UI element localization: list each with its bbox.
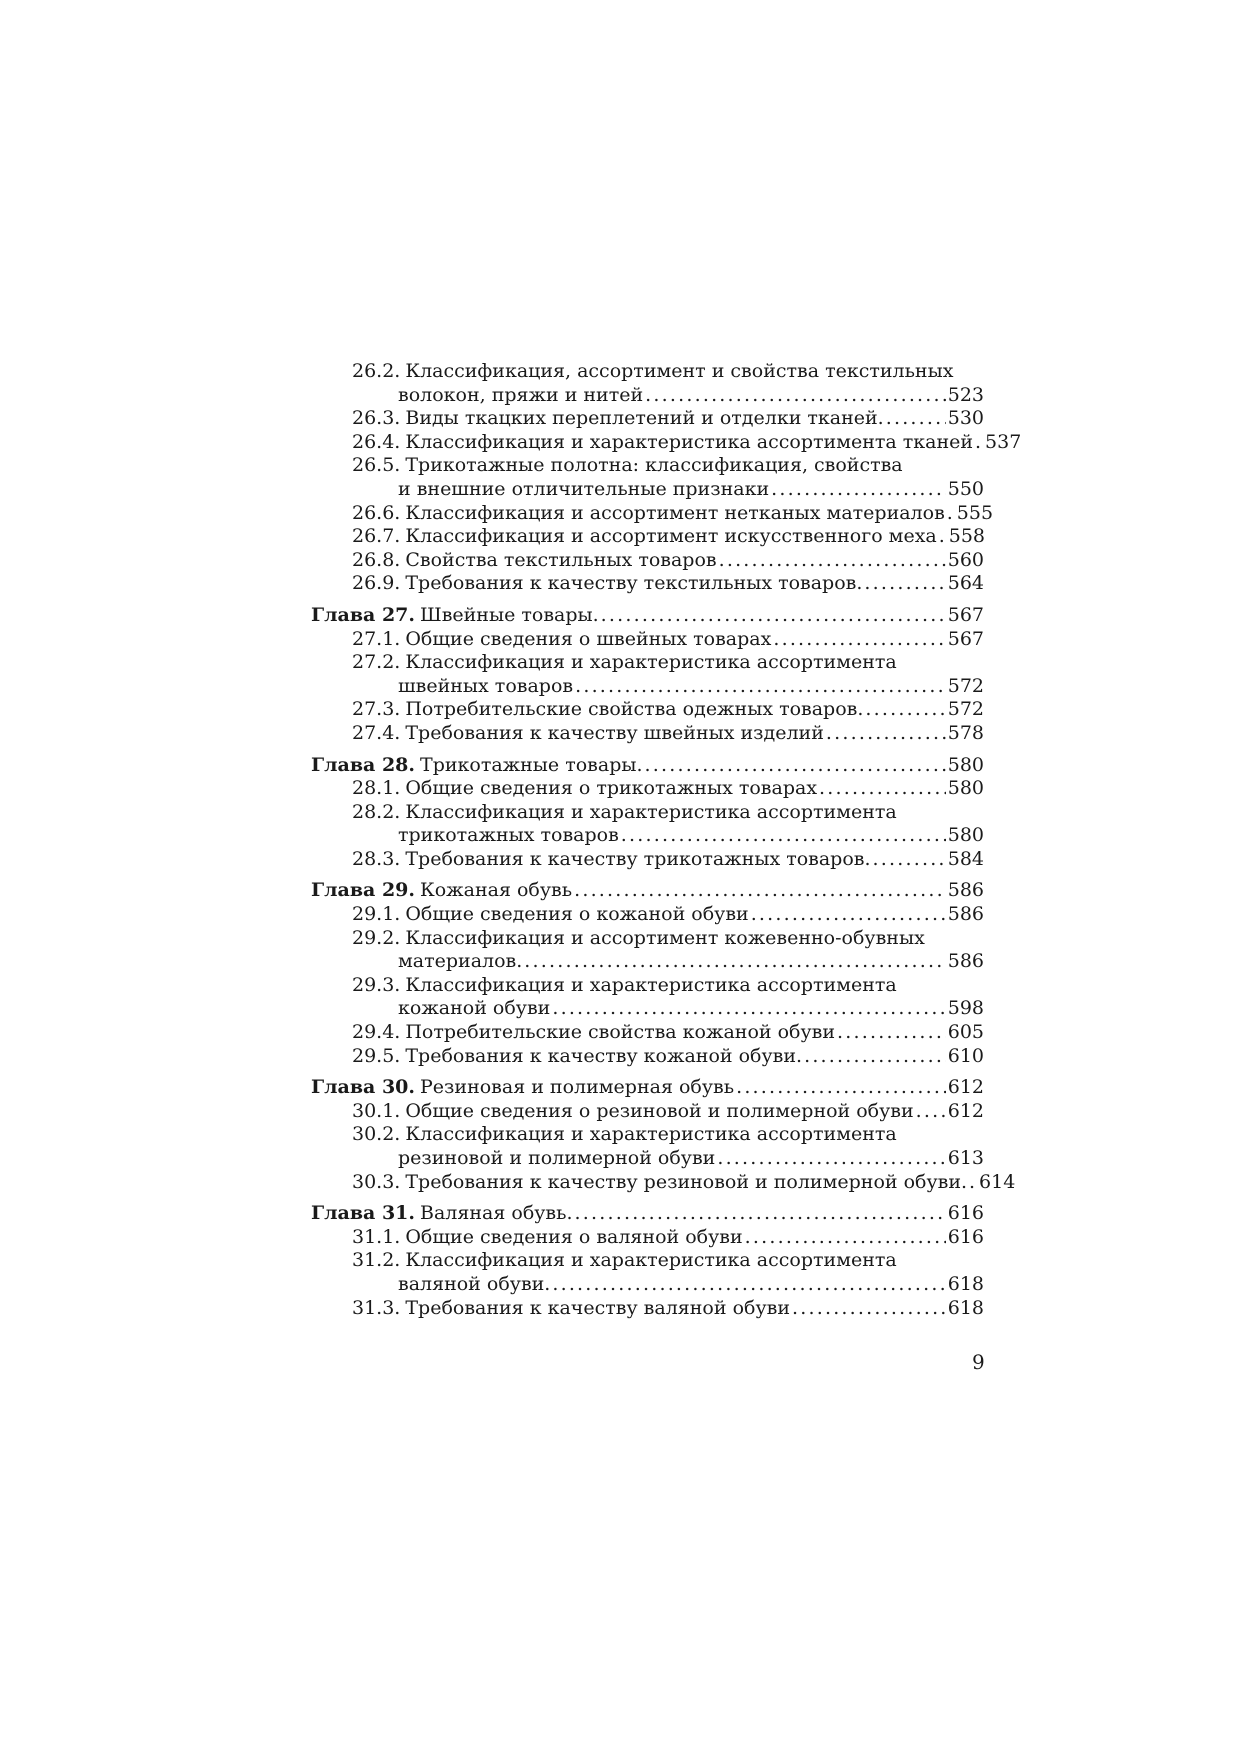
toc-section-title: Свойства текстильных товаров bbox=[405, 548, 717, 571]
toc-page-number: 586 bbox=[947, 879, 984, 902]
toc-page-number: 605 bbox=[947, 1021, 984, 1044]
toc-section-entry[interactable] bbox=[311, 801, 984, 848]
toc-section-number: 28.1. bbox=[352, 777, 401, 800]
toc-section-number: 29.3. bbox=[352, 973, 401, 996]
toc-chapter-title: Трикотажные товары. bbox=[420, 753, 643, 776]
toc-dot-leader bbox=[552, 997, 945, 1021]
toc-section-title: Классификация и характеристика ассортимента bbox=[405, 1249, 897, 1272]
toc-section-title: трикотажных товаров bbox=[398, 824, 619, 847]
toc-section-text bbox=[352, 927, 925, 951]
toc-section-entry[interactable] bbox=[311, 430, 1022, 455]
toc-section-line bbox=[311, 722, 984, 746]
toc-section-text bbox=[398, 478, 769, 502]
toc-section-title: Трикотажные полотна: классификация, свойства bbox=[405, 454, 903, 477]
toc-section-text bbox=[398, 950, 522, 974]
toc-chapter-title: Резиновая и полимерная обувь bbox=[420, 1076, 735, 1099]
toc-page-number: 564 bbox=[947, 572, 984, 595]
toc-dot-leader bbox=[819, 777, 946, 801]
toc-section-entry[interactable] bbox=[311, 1297, 984, 1321]
toc-chapter-text bbox=[311, 754, 643, 778]
toc-section-line bbox=[311, 549, 984, 573]
toc-section-continuation-line bbox=[311, 997, 984, 1021]
toc-section-number: 30.3. bbox=[352, 1170, 401, 1193]
toc-section-continuation-line bbox=[311, 950, 984, 974]
toc-dot-leader bbox=[751, 903, 946, 927]
toc-section-title: Классификация и характеристика ассортимента bbox=[405, 1123, 897, 1146]
toc-section-number: 29.5. bbox=[352, 1044, 401, 1067]
toc-section-line bbox=[311, 801, 984, 825]
toc-dot-leader bbox=[873, 848, 946, 872]
toc-section-line bbox=[311, 1100, 984, 1124]
toc-section-entry[interactable] bbox=[311, 525, 984, 549]
toc-page-number: 580 bbox=[947, 824, 984, 847]
toc-chapter-label: Глава 30. bbox=[311, 1076, 416, 1099]
toc-section-title: Классификация и ассортимент искусственного меха bbox=[405, 525, 937, 548]
toc-chapter-text bbox=[311, 1202, 573, 1226]
toc-page-number: 560 bbox=[947, 548, 984, 571]
toc-section-line bbox=[311, 525, 984, 549]
toc-chapter-group bbox=[311, 754, 984, 872]
toc-chapter-group bbox=[311, 1202, 984, 1320]
toc-section-text bbox=[352, 407, 884, 431]
toc-section-line bbox=[311, 927, 984, 951]
toc-chapter-group bbox=[311, 879, 984, 1068]
toc-section-text bbox=[352, 801, 897, 825]
toc-section-entry[interactable] bbox=[311, 360, 984, 407]
toc-dot-leader bbox=[916, 1100, 946, 1124]
toc-section-line bbox=[311, 1045, 984, 1069]
toc-dot-leader bbox=[947, 502, 955, 526]
toc-section-title: Требования к качеству кожаной обуви. bbox=[405, 1044, 803, 1067]
toc-dot-leader bbox=[574, 879, 946, 903]
toc-section-text bbox=[398, 1273, 550, 1297]
toc-section-entry[interactable] bbox=[311, 572, 984, 596]
toc-section-title: Требования к качеству текстильных товаров. bbox=[405, 572, 863, 595]
toc-dot-leader bbox=[736, 1076, 946, 1100]
toc-dot-leader bbox=[719, 549, 946, 573]
toc-section-entry[interactable] bbox=[311, 1100, 984, 1124]
toc-section-entry[interactable] bbox=[311, 1045, 984, 1069]
toc-section-title: Классификация и характеристика ассортимента тканей bbox=[405, 430, 974, 453]
toc-page-number: 586 bbox=[947, 903, 984, 926]
toc-chapter-title: Швейные товары. bbox=[420, 603, 599, 626]
toc-section-entry[interactable] bbox=[311, 1226, 984, 1250]
toc-section-number: 26.4. bbox=[352, 430, 401, 453]
toc-dot-leader bbox=[621, 824, 946, 848]
toc-chapter-group bbox=[311, 1076, 1016, 1194]
toc-section-number: 26.9. bbox=[352, 572, 401, 595]
toc-page-number: 598 bbox=[947, 997, 984, 1020]
toc-section-text bbox=[352, 360, 953, 384]
toc-page-number: 616 bbox=[947, 1202, 984, 1225]
toc-section-text bbox=[352, 1045, 802, 1069]
toc-section-number: 29.2. bbox=[352, 926, 401, 949]
toc-section-title: швейных товаров bbox=[398, 674, 574, 697]
toc-section-number: 30.2. bbox=[352, 1123, 401, 1146]
toc-dot-leader bbox=[575, 675, 946, 699]
toc-section-title: Общие сведения о кожаной обуви bbox=[405, 903, 749, 926]
toc-section-text bbox=[398, 824, 619, 848]
toc-section-line bbox=[311, 501, 994, 526]
toc-section-title: Классификация, ассортимент и свойства текстильных bbox=[405, 360, 954, 382]
toc-section-line bbox=[311, 777, 984, 801]
toc-page-number: 523 bbox=[947, 383, 984, 406]
toc-section-line bbox=[311, 430, 1022, 455]
toc-section-text bbox=[398, 384, 643, 408]
toc-section-title: кожаной обуви bbox=[398, 997, 551, 1020]
toc-section-number: 30.1. bbox=[352, 1099, 401, 1122]
toc-section-text bbox=[352, 1226, 743, 1250]
toc-section-title: Виды ткацких переплетений и отделки тканей. bbox=[405, 407, 884, 430]
toc-dot-leader bbox=[717, 1147, 945, 1171]
toc-section-text bbox=[352, 572, 862, 596]
toc-section-number: 28.3. bbox=[352, 847, 401, 870]
toc-section-text bbox=[352, 651, 897, 675]
toc-section-title: Классификация и характеристика ассортимента bbox=[405, 800, 897, 823]
toc-section-text bbox=[398, 997, 550, 1021]
toc-section-continuation-line bbox=[311, 824, 984, 848]
toc-page-number: 530 bbox=[947, 407, 984, 430]
toc-section-entry[interactable] bbox=[311, 454, 984, 501]
toc-section-title: Общие сведения о валяной обуви bbox=[405, 1225, 743, 1248]
toc-page-number: 567 bbox=[947, 603, 984, 626]
toc-section-title: волокон, пряжи и нитей bbox=[398, 383, 644, 406]
toc-page-number: 586 bbox=[947, 950, 984, 973]
toc-section-line bbox=[311, 651, 984, 675]
toc-section-continuation-line bbox=[311, 478, 984, 502]
toc-section-title: Требования к качеству валяной обуви bbox=[405, 1296, 790, 1319]
table-of-contents bbox=[311, 360, 1022, 1320]
toc-chapter-title: Кожаная обувь bbox=[420, 879, 573, 902]
toc-page-number: 580 bbox=[947, 777, 984, 800]
toc-chapter-label: Глава 28. bbox=[311, 753, 416, 776]
toc-section-text bbox=[398, 675, 573, 699]
toc-section-entry[interactable] bbox=[311, 1170, 1016, 1195]
toc-section-number: 27.2. bbox=[352, 651, 401, 674]
toc-section-text bbox=[352, 698, 863, 722]
toc-section-text bbox=[352, 1249, 897, 1273]
toc-section-number: 29.4. bbox=[352, 1021, 401, 1044]
toc-section-title: Требования к качеству резиновой и полимерной обуви. bbox=[405, 1170, 968, 1193]
toc-page-number: 613 bbox=[947, 1147, 984, 1169]
toc-dot-leader bbox=[552, 1273, 945, 1297]
toc-page-number: 612 bbox=[947, 1099, 984, 1122]
toc-section-line bbox=[311, 1226, 984, 1250]
toc-page-number: 616 bbox=[947, 1225, 984, 1248]
toc-section-entry[interactable] bbox=[311, 1021, 984, 1045]
toc-section-number: 27.1. bbox=[352, 627, 401, 650]
toc-dot-leader bbox=[864, 572, 945, 596]
toc-section-number: 31.2. bbox=[352, 1249, 401, 1272]
toc-section-number: 31.3. bbox=[352, 1296, 401, 1319]
toc-section-text bbox=[352, 903, 749, 927]
toc-section-title: Общие сведения о швейных товарах bbox=[405, 627, 772, 650]
toc-section-text bbox=[352, 777, 817, 801]
toc-section-number: 27.4. bbox=[352, 721, 401, 744]
toc-section-entry[interactable] bbox=[311, 549, 984, 573]
toc-section-entry[interactable] bbox=[311, 903, 984, 927]
toc-section-title: резиновой и полимерной обуви bbox=[398, 1147, 716, 1169]
toc-section-entry[interactable] bbox=[311, 777, 984, 801]
toc-section-line bbox=[311, 903, 984, 927]
toc-section-title: Общие сведения о трикотажных товарах bbox=[405, 777, 818, 800]
toc-section-line bbox=[311, 360, 984, 384]
toc-page-number: 572 bbox=[947, 698, 984, 721]
toc-chapter-label: Глава 31. bbox=[311, 1202, 416, 1225]
toc-section-text bbox=[352, 1123, 897, 1147]
toc-chapter-text bbox=[311, 1076, 734, 1100]
toc-page-number: 580 bbox=[947, 753, 984, 776]
page-number: 9 bbox=[972, 1350, 985, 1374]
toc-page-number: 537 bbox=[985, 430, 1022, 453]
toc-section-continuation-line bbox=[311, 1273, 984, 1297]
toc-dot-leader bbox=[804, 1045, 946, 1069]
toc-chapter-group bbox=[311, 360, 1022, 596]
toc-section-line bbox=[311, 454, 984, 478]
toc-section-entry[interactable] bbox=[311, 927, 984, 974]
toc-section-entry[interactable] bbox=[311, 407, 984, 431]
toc-dot-leader bbox=[792, 1297, 946, 1321]
toc-page-number: 567 bbox=[947, 627, 984, 650]
toc-section-text bbox=[352, 525, 937, 549]
toc-dot-leader bbox=[645, 754, 946, 778]
toc-dot-leader bbox=[865, 698, 945, 722]
toc-section-text bbox=[352, 1100, 914, 1124]
toc-section-text bbox=[352, 549, 717, 573]
toc-section-text bbox=[398, 1147, 715, 1171]
toc-dot-leader bbox=[886, 407, 946, 431]
toc-section-line bbox=[311, 1021, 984, 1045]
toc-section-continuation-line bbox=[311, 1147, 984, 1171]
toc-page-number: 618 bbox=[947, 1272, 984, 1295]
toc-section-line bbox=[311, 1249, 984, 1273]
toc-section-line bbox=[311, 628, 984, 652]
toc-chapter-entry[interactable] bbox=[311, 1076, 984, 1100]
toc-dot-leader bbox=[745, 1226, 946, 1250]
toc-section-line bbox=[311, 1170, 1016, 1195]
toc-section-line bbox=[311, 1123, 984, 1147]
toc-section-continuation-line bbox=[311, 384, 984, 408]
toc-dot-leader bbox=[939, 525, 947, 549]
toc-section-number: 26.5. bbox=[352, 454, 401, 477]
toc-chapter-entry[interactable] bbox=[311, 1202, 984, 1226]
toc-section-title: Требования к качеству швейных изделий bbox=[405, 721, 824, 744]
toc-page-number: 618 bbox=[947, 1296, 984, 1319]
toc-chapter-text bbox=[311, 879, 572, 903]
toc-section-text bbox=[352, 848, 871, 872]
toc-section-number: 26.6. bbox=[352, 501, 401, 524]
toc-chapter-text bbox=[311, 604, 599, 628]
toc-section-number: 26.2. bbox=[352, 360, 401, 382]
toc-page-number: 572 bbox=[947, 674, 984, 697]
toc-section-text bbox=[352, 1021, 835, 1045]
toc-page-number: 612 bbox=[947, 1076, 984, 1099]
toc-chapter-label: Глава 29. bbox=[311, 879, 416, 902]
toc-section-entry[interactable] bbox=[311, 651, 984, 698]
toc-dot-leader bbox=[969, 1171, 977, 1195]
toc-section-title: Потребительские свойства одежных товаров. bbox=[405, 698, 864, 721]
toc-chapter-title: Валяная обувь. bbox=[420, 1202, 573, 1225]
toc-section-title: Классификация и характеристика ассортимента bbox=[405, 973, 897, 996]
toc-section-text bbox=[352, 1171, 967, 1195]
toc-section-title: материалов. bbox=[398, 950, 523, 973]
toc-chapter-entry[interactable] bbox=[311, 879, 984, 903]
toc-dot-leader bbox=[524, 950, 945, 974]
toc-page-number: 578 bbox=[947, 721, 984, 744]
toc-section-line bbox=[311, 407, 984, 431]
toc-dot-leader bbox=[601, 604, 946, 628]
toc-section-number: 28.2. bbox=[352, 800, 401, 823]
toc-page-number: 610 bbox=[947, 1044, 984, 1067]
toc-section-line bbox=[311, 974, 984, 998]
toc-section-title: и внешние отличительные признаки bbox=[398, 477, 770, 500]
toc-section-text bbox=[352, 628, 771, 652]
toc-section-line bbox=[311, 1297, 984, 1321]
toc-section-entry[interactable] bbox=[311, 698, 984, 722]
toc-section-entry[interactable] bbox=[311, 722, 984, 746]
toc-section-text bbox=[352, 454, 903, 478]
toc-section-number: 26.8. bbox=[352, 548, 401, 571]
toc-dot-leader bbox=[645, 384, 946, 408]
toc-section-number: 26.7. bbox=[352, 525, 401, 548]
toc-chapter-label: Глава 27. bbox=[311, 603, 416, 626]
toc-section-title: Общие сведения о резиновой и полимерной обуви bbox=[405, 1099, 914, 1122]
toc-section-title: Классификация и характеристика ассортимента bbox=[405, 651, 897, 674]
toc-dot-leader bbox=[826, 722, 946, 746]
toc-section-entry[interactable] bbox=[311, 1123, 984, 1170]
toc-section-text bbox=[352, 431, 973, 455]
toc-section-entry[interactable] bbox=[311, 501, 994, 526]
toc-section-title: Классификация и ассортимент кожевенно-обувных bbox=[405, 926, 925, 949]
toc-dot-leader bbox=[575, 1202, 946, 1226]
toc-section-number: 31.1. bbox=[352, 1225, 401, 1248]
toc-dot-leader bbox=[975, 431, 983, 455]
toc-section-text bbox=[352, 722, 824, 746]
toc-section-entry[interactable] bbox=[311, 974, 984, 1021]
toc-section-text bbox=[352, 974, 897, 998]
toc-section-text bbox=[352, 502, 945, 526]
toc-section-number: 29.1. bbox=[352, 903, 401, 926]
toc-section-title: Требования к качеству трикотажных товаров. bbox=[405, 847, 871, 870]
toc-dot-leader bbox=[773, 628, 945, 652]
toc-page-number: 614 bbox=[979, 1170, 1016, 1193]
toc-page-number: 558 bbox=[948, 525, 986, 548]
toc-dot-leader bbox=[771, 478, 946, 502]
toc-section-continuation-line bbox=[311, 675, 984, 699]
toc-section-entry[interactable] bbox=[311, 1249, 984, 1296]
toc-section-entry[interactable] bbox=[311, 848, 984, 872]
toc-section-line bbox=[311, 572, 984, 596]
toc-section-line bbox=[311, 848, 984, 872]
toc-chapter-entry[interactable] bbox=[311, 604, 984, 628]
toc-page-number: 555 bbox=[956, 501, 994, 524]
toc-page-number: 550 bbox=[947, 477, 984, 500]
toc-page-number: 584 bbox=[947, 847, 984, 870]
toc-section-title: Классификация и ассортимент нетканых материалов bbox=[405, 501, 945, 524]
toc-section-number: 27.3. bbox=[352, 698, 401, 721]
toc-chapter-group bbox=[311, 604, 984, 746]
toc-section-entry[interactable] bbox=[311, 628, 984, 652]
toc-section-title: Потребительские свойства кожаной обуви bbox=[405, 1021, 836, 1044]
toc-section-title: валяной обуви. bbox=[398, 1272, 551, 1295]
toc-chapter-entry[interactable] bbox=[311, 754, 984, 778]
toc-section-line bbox=[311, 698, 984, 722]
toc-section-text bbox=[352, 1297, 790, 1321]
toc-dot-leader bbox=[837, 1021, 946, 1045]
toc-section-number: 26.3. bbox=[352, 407, 401, 430]
